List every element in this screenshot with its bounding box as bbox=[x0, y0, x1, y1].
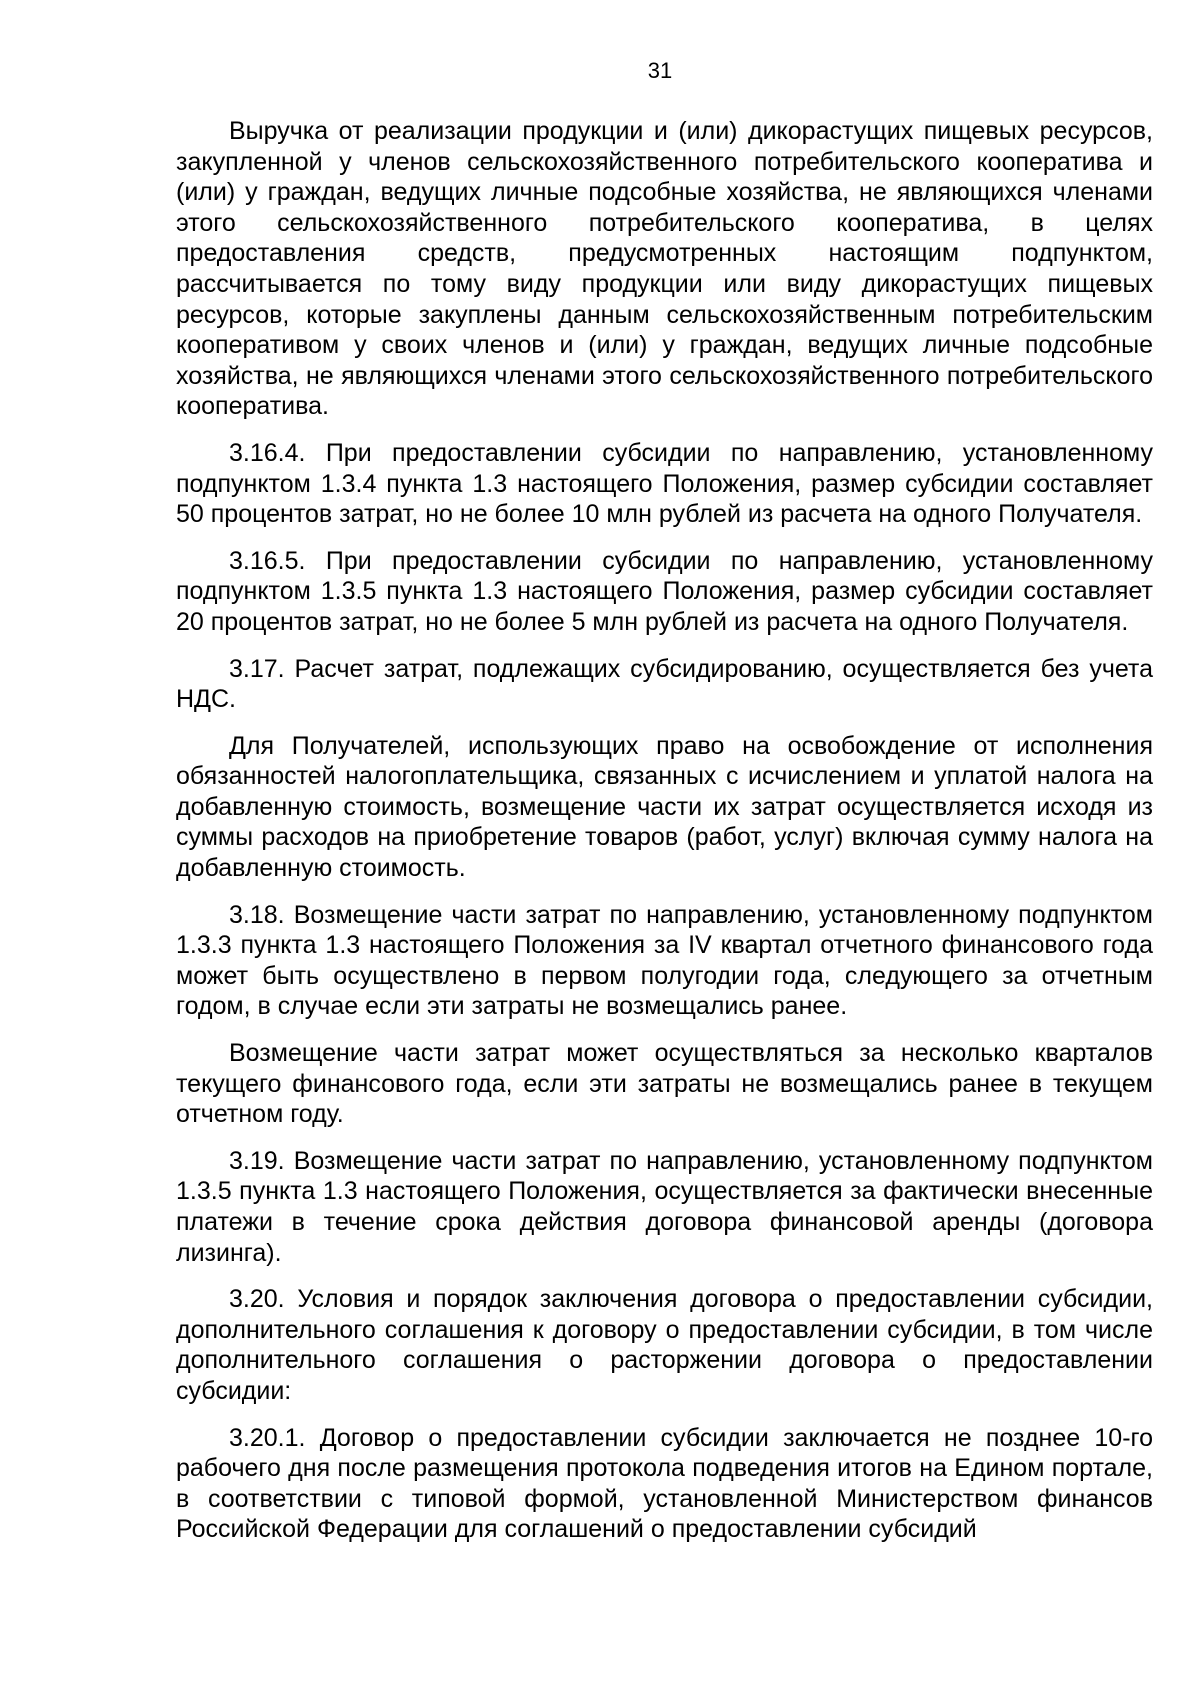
paragraph-3-19: 3.19. Возмещение части затрат по направлению, установленному подпунктом 1.3.5 пункта 1.3 настоящего Положения, осуществляется за фактически внесенные платежи в течение срока действия договора финансовой аренды (договора лизинга). bbox=[176, 1146, 1153, 1267]
paragraph-multiple-quarters: Возмещение части затрат может осуществляться за несколько кварталов текущего финансового года, если эти затраты не возмещались ранее в текущем отчетном году. bbox=[176, 1039, 1153, 1129]
paragraph-vat-exemption: Для Получателей, использующих право на освобождение от исполнения обязанностей налогоплательщика, связанных с исчислением и уплатой налога на добавленную стоимость, возмещение части их затрат осуществляется исходя из суммы расходов на приобретение товаров (работ, услуг) включая сумму налога на добавленную стоимость. bbox=[176, 731, 1153, 883]
page-number: 31 bbox=[647, 58, 673, 83]
document-body bbox=[176, 116, 1153, 1561]
paragraph-3-16-5: 3.16.5. При предоставлении субсидии по направлению, установленному подпунктом 1.3.5 пункта 1.3 настоящего Положения, размер субсидии составляет 20 процентов затрат, но не более 5 млн рублей из расчета на одного Получателя. bbox=[176, 546, 1153, 636]
paragraph-3-17: 3.17. Расчет затрат, подлежащих субсидированию, осуществляется без учета НДС. bbox=[176, 654, 1153, 714]
paragraph-3-18: 3.18. Возмещение части затрат по направлению, установленному подпунктом 1.3.3 пункта 1.3 настоящего Положения за IV квартал отчетного финансового года может быть осуществлено в первом полугодии года, следующего за отчетным годом, в случае если эти затраты не возмещались ранее. bbox=[176, 900, 1153, 1021]
paragraph-3-20-1: 3.20.1. Договор о предоставлении субсидии заключается не позднее 10-го рабочего дня после размещения протокола подведения итогов на Едином портале, в соответствии с типовой формой, установленной Министерством финансов Российской Федерации для соглашений о предоставлении субсидий bbox=[176, 1423, 1153, 1544]
paragraph-revenue-calculation: Выручка от реализации продукции и (или) дикорастущих пищевых ресурсов, закупленной у членов сельскохозяйственного потребительского кооператива и (или) у граждан, ведущих личные подсобные хозяйства, не являющихся членами этого сельскохозяйственного потребительского кооператива, в целях предоставления средств, предусмотренных настоящим подпунктом, рассчитывается по тому виду продукции или виду дикорастущих пищевых ресурсов, которые закуплены данным сельскохозяйственным потребительским кооперативом у своих членов и (или) у граждан, ведущих личные подсобные хозяйства, не являющихся членами этого сельскохозяйственного потребительского кооператива. bbox=[176, 117, 1153, 421]
paragraph-3-16-4: 3.16.4. При предоставлении субсидии по направлению, установленному подпунктом 1.3.4 пункта 1.3 настоящего Положения, размер субсидии составляет 50 процентов затрат, но не более 10 млн рублей из расчета на одного Получателя. bbox=[176, 438, 1153, 529]
paragraph-3-20: 3.20. Условия и порядок заключения договора о предоставлении субсидии, дополнительного соглашения к договору о предоставлении субсидии, в том числе дополнительного соглашения о расторжении договора о предоставлении субсидии: bbox=[176, 1285, 1153, 1405]
